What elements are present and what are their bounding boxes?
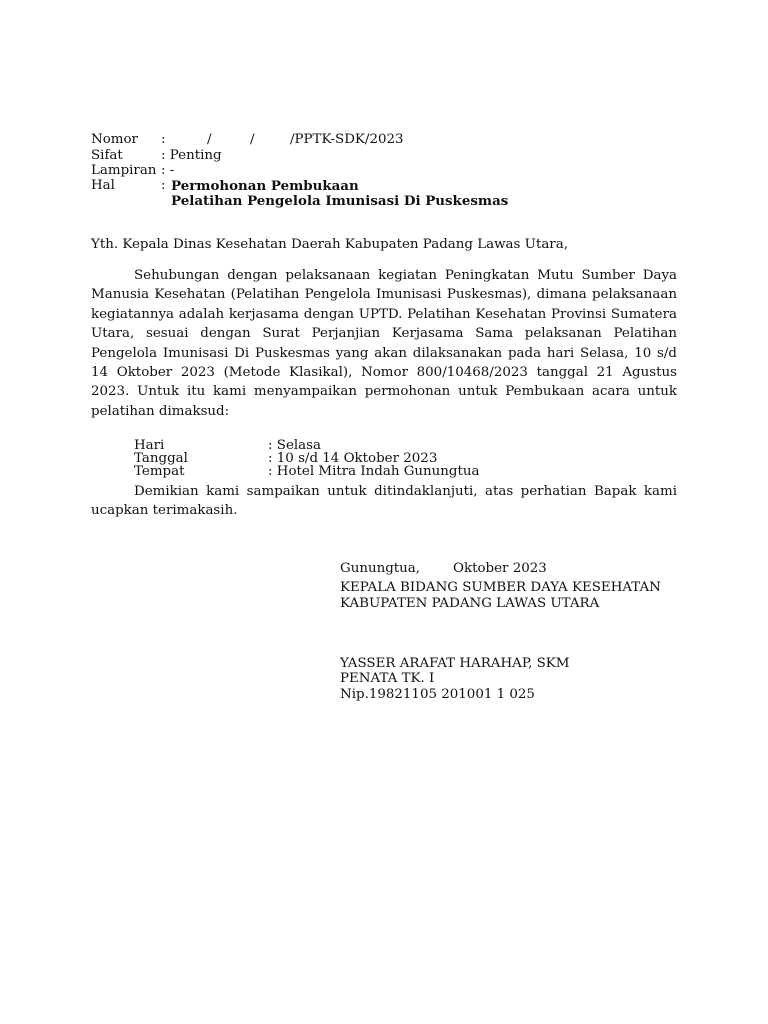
closing-paragraph: Demikian kami sampaikan untuk ditindaklanjuti, atas perhatian Bapak kami ucapkan terimakasih. — [91, 484, 677, 519]
signatory-rank: PENATA TK. I — [340, 671, 435, 686]
nomor-slash-2: / — [250, 132, 255, 147]
sifat-value: : Penting — [161, 148, 222, 163]
tanggal-value: : 10 s/d 14 Oktober 2023 — [268, 451, 438, 466]
addressee: Yth. Kepala Dinas Kesehatan Daerah Kabupaten Padang Lawas Utara, — [91, 237, 568, 252]
signature-date: Oktober 2023 — [453, 561, 547, 576]
nomor-slash-1: / — [207, 132, 212, 147]
signature-position-line-2: KABUPATEN PADANG LAWAS UTARA — [340, 596, 600, 611]
lampiran-label: Lampiran — [91, 163, 157, 178]
hal-colon: : — [161, 178, 166, 193]
sifat-label: Sifat — [91, 148, 123, 163]
signatory-nip: Nip.19821105 201001 1 025 — [340, 687, 535, 702]
signature-position-line-1: KEPALA BIDANG SUMBER DAYA KESEHATAN — [340, 580, 661, 595]
signature-place: Gunungtua, — [340, 561, 421, 576]
tanggal-label: Tanggal — [134, 451, 188, 466]
lampiran-value: : - — [161, 163, 175, 178]
tempat-label: Tempat — [134, 464, 185, 479]
hal-subject-line-1: Permohonan Pembukaan — [171, 178, 359, 194]
hari-label: Hari — [134, 438, 165, 453]
nomor-colon: : — [161, 132, 166, 147]
signatory-name: YASSER ARAFAT HARAHAP, SKM — [340, 656, 570, 671]
hal-label: Hal — [91, 178, 115, 193]
hal-subject-line-2: Pelatihan Pengelola Imunisasi Di Puskesmas — [171, 193, 509, 209]
nomor-label: Nomor — [91, 132, 138, 147]
body-paragraph: Sehubungan dengan pelaksanaan kegiatan Peningkatan Mutu Sumber Daya Manusia Kesehatan (Pelatihan Pengelola Imunisasi Puskesmas), dimana pelaksanaan kegiatannya adalah kerjasama dengan UPTD. Pelatihan Kesehatan Provinsi Sumatera Utara, sesuai dengan Surat Perjanjian Kerjasama Sama pelaksanan Pelatihan Pengelola Imunisasi Di Puskesmas yang akan dilaksanakan pada hari Selasa, 10 s/d 14 Oktober 2023 (Metode Klasikal), Nomor 800/10468/2023 tanggal 21 Agustus 2023. Untuk itu kami menyampaikan permohonan untuk Pembukaan acara untuk pelatihan dimaksud: — [91, 268, 677, 419]
hari-value: : Selasa — [268, 438, 321, 453]
nomor-value: /PPTK-SDK/2023 — [290, 132, 404, 147]
tempat-value: : Hotel Mitra Indah Gunungtua — [268, 464, 480, 479]
